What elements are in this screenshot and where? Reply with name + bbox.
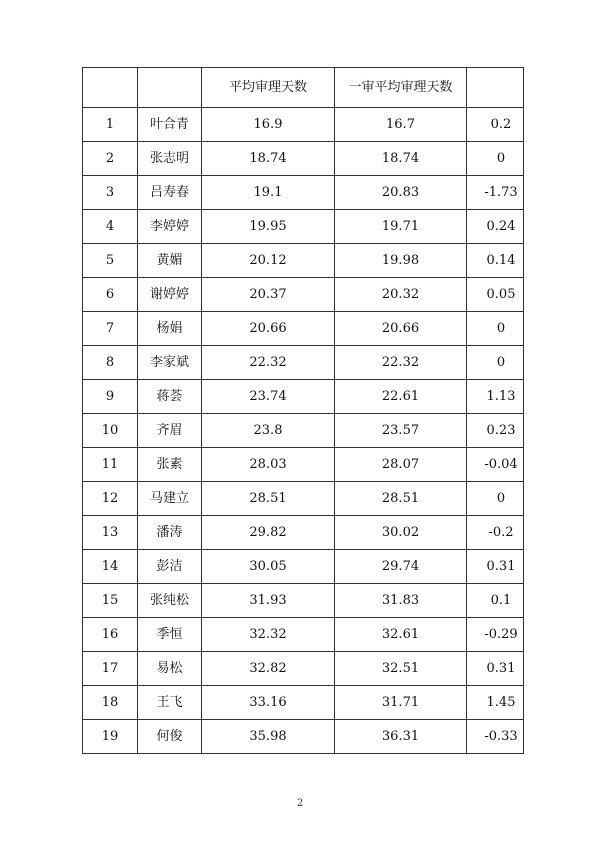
difference-cell: 0.2 bbox=[467, 108, 524, 142]
average-days-cell: 31.93 bbox=[202, 584, 335, 618]
name-cell: 叶合青 bbox=[138, 108, 202, 142]
table-header-row bbox=[83, 68, 524, 108]
name-cell: 谢婷婷 bbox=[138, 278, 202, 312]
average-days-cell: 30.05 bbox=[202, 550, 335, 584]
average-days-cell: 28.03 bbox=[202, 448, 335, 482]
difference-cell: -1.73 bbox=[467, 176, 524, 210]
rank-cell: 16 bbox=[83, 618, 138, 652]
table-row bbox=[83, 618, 524, 652]
average-days-cell: 19.95 bbox=[202, 210, 335, 244]
table-row bbox=[83, 176, 524, 210]
difference-cell: 0.31 bbox=[467, 652, 524, 686]
name-cell: 齐眉 bbox=[138, 414, 202, 448]
average-days-cell: 16.9 bbox=[202, 108, 335, 142]
average-days-cell: 20.12 bbox=[202, 244, 335, 278]
first-instance-days-cell: 18.74 bbox=[335, 142, 467, 176]
first-instance-days-cell: 16.7 bbox=[335, 108, 467, 142]
difference-cell: 0.24 bbox=[467, 210, 524, 244]
difference-cell: 0 bbox=[467, 312, 524, 346]
rank-cell: 18 bbox=[83, 686, 138, 720]
table-body bbox=[83, 108, 524, 754]
header-average-trial-days: 平均审理天数 bbox=[202, 68, 335, 108]
table-row bbox=[83, 652, 524, 686]
difference-cell: 0 bbox=[467, 482, 524, 516]
average-days-cell: 23.8 bbox=[202, 414, 335, 448]
page-number: 2 bbox=[296, 798, 304, 809]
first-instance-days-cell: 31.83 bbox=[335, 584, 467, 618]
average-days-cell: 23.74 bbox=[202, 380, 335, 414]
average-days-cell: 35.98 bbox=[202, 720, 335, 754]
table-row bbox=[83, 686, 524, 720]
name-cell: 易松 bbox=[138, 652, 202, 686]
header-rank bbox=[83, 68, 138, 108]
name-cell: 李婷婷 bbox=[138, 210, 202, 244]
rank-cell: 11 bbox=[83, 448, 138, 482]
difference-cell: 0.14 bbox=[467, 244, 524, 278]
table-row bbox=[83, 448, 524, 482]
rank-cell: 1 bbox=[83, 108, 138, 142]
rank-cell: 15 bbox=[83, 584, 138, 618]
rank-cell: 8 bbox=[83, 346, 138, 380]
rank-cell: 6 bbox=[83, 278, 138, 312]
table-row bbox=[83, 414, 524, 448]
table-row bbox=[83, 380, 524, 414]
first-instance-days-cell: 22.32 bbox=[335, 346, 467, 380]
first-instance-days-cell: 28.07 bbox=[335, 448, 467, 482]
first-instance-days-cell: 31.71 bbox=[335, 686, 467, 720]
difference-cell: 1.45 bbox=[467, 686, 524, 720]
first-instance-days-cell: 19.98 bbox=[335, 244, 467, 278]
table-row bbox=[83, 244, 524, 278]
rank-cell: 13 bbox=[83, 516, 138, 550]
rank-cell: 5 bbox=[83, 244, 138, 278]
name-cell: 杨娟 bbox=[138, 312, 202, 346]
difference-cell: 1.13 bbox=[467, 380, 524, 414]
table-row bbox=[83, 278, 524, 312]
first-instance-days-cell: 29.74 bbox=[335, 550, 467, 584]
name-cell: 何俊 bbox=[138, 720, 202, 754]
average-days-cell: 20.66 bbox=[202, 312, 335, 346]
first-instance-days-cell: 20.32 bbox=[335, 278, 467, 312]
difference-cell: -0.2 bbox=[467, 516, 524, 550]
table-row bbox=[83, 312, 524, 346]
table-row bbox=[83, 142, 524, 176]
trial-days-table bbox=[82, 67, 524, 754]
first-instance-days-cell: 23.57 bbox=[335, 414, 467, 448]
rank-cell: 7 bbox=[83, 312, 138, 346]
difference-cell: 0.1 bbox=[467, 584, 524, 618]
difference-cell: 0 bbox=[467, 346, 524, 380]
name-cell: 马建立 bbox=[138, 482, 202, 516]
rank-cell: 12 bbox=[83, 482, 138, 516]
table-row bbox=[83, 516, 524, 550]
average-days-cell: 29.82 bbox=[202, 516, 335, 550]
average-days-cell: 18.74 bbox=[202, 142, 335, 176]
header-name bbox=[138, 68, 202, 108]
name-cell: 张志明 bbox=[138, 142, 202, 176]
name-cell: 潘涛 bbox=[138, 516, 202, 550]
first-instance-days-cell: 30.02 bbox=[335, 516, 467, 550]
table-row bbox=[83, 108, 524, 142]
difference-cell: -0.04 bbox=[467, 448, 524, 482]
first-instance-days-cell: 32.61 bbox=[335, 618, 467, 652]
rank-cell: 19 bbox=[83, 720, 138, 754]
rank-cell: 4 bbox=[83, 210, 138, 244]
rank-cell: 14 bbox=[83, 550, 138, 584]
name-cell: 蒋荟 bbox=[138, 380, 202, 414]
difference-cell: 0.31 bbox=[467, 550, 524, 584]
first-instance-days-cell: 36.31 bbox=[335, 720, 467, 754]
first-instance-days-cell: 32.51 bbox=[335, 652, 467, 686]
table-row bbox=[83, 550, 524, 584]
table-row bbox=[83, 584, 524, 618]
average-days-cell: 32.32 bbox=[202, 618, 335, 652]
average-days-cell: 19.1 bbox=[202, 176, 335, 210]
average-days-cell: 28.51 bbox=[202, 482, 335, 516]
rank-cell: 2 bbox=[83, 142, 138, 176]
name-cell: 李家斌 bbox=[138, 346, 202, 380]
name-cell: 张素 bbox=[138, 448, 202, 482]
name-cell: 张纯松 bbox=[138, 584, 202, 618]
average-days-cell: 20.37 bbox=[202, 278, 335, 312]
header-difference bbox=[467, 68, 524, 108]
rank-cell: 3 bbox=[83, 176, 138, 210]
difference-cell: 0.23 bbox=[467, 414, 524, 448]
difference-cell: -0.33 bbox=[467, 720, 524, 754]
header-first-instance-average-days: 一审平均审理天数 bbox=[335, 68, 467, 108]
table-row bbox=[83, 720, 524, 754]
table-row bbox=[83, 210, 524, 244]
table-row bbox=[83, 346, 524, 380]
rank-cell: 10 bbox=[83, 414, 138, 448]
average-days-cell: 22.32 bbox=[202, 346, 335, 380]
name-cell: 彭洁 bbox=[138, 550, 202, 584]
first-instance-days-cell: 28.51 bbox=[335, 482, 467, 516]
name-cell: 季恒 bbox=[138, 618, 202, 652]
first-instance-days-cell: 19.71 bbox=[335, 210, 467, 244]
rank-cell: 17 bbox=[83, 652, 138, 686]
table-row bbox=[83, 482, 524, 516]
name-cell: 王飞 bbox=[138, 686, 202, 720]
average-days-cell: 32.82 bbox=[202, 652, 335, 686]
rank-cell: 9 bbox=[83, 380, 138, 414]
difference-cell: 0 bbox=[467, 142, 524, 176]
first-instance-days-cell: 20.66 bbox=[335, 312, 467, 346]
first-instance-days-cell: 20.83 bbox=[335, 176, 467, 210]
difference-cell: -0.29 bbox=[467, 618, 524, 652]
average-days-cell: 33.16 bbox=[202, 686, 335, 720]
name-cell: 黄媚 bbox=[138, 244, 202, 278]
first-instance-days-cell: 22.61 bbox=[335, 380, 467, 414]
name-cell: 吕寿春 bbox=[138, 176, 202, 210]
difference-cell: 0.05 bbox=[467, 278, 524, 312]
